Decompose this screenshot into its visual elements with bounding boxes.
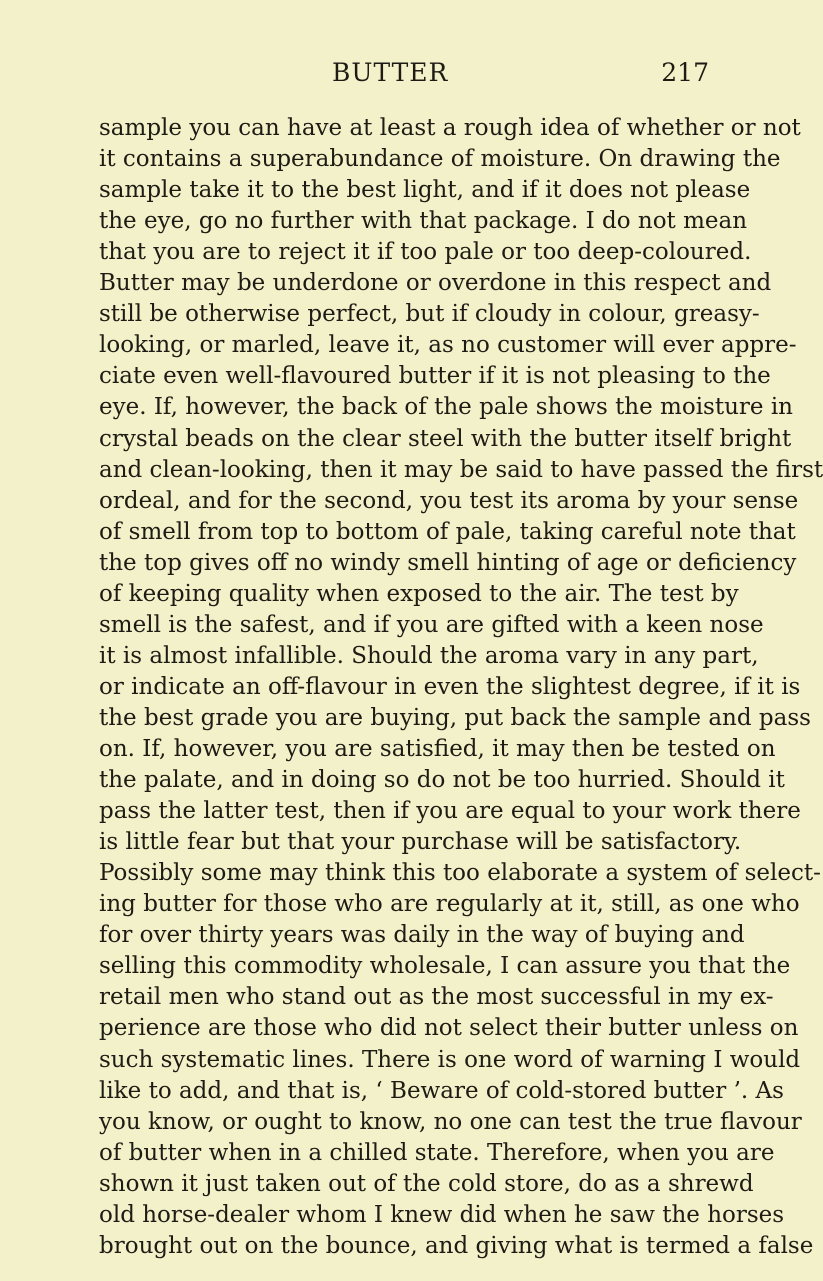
text-line: sample you can have at least a rough idea of whether or not [99,115,801,141]
text-line: smell is the safest, and if you are gifted with a keen nose [99,611,764,638]
text-line: perience are those who did not select their butter unless on [99,1015,799,1042]
text-line: the eye, go no further with that package. I do not mean [99,208,748,235]
text-line: for over thirty years was daily in the way of buying and [99,922,745,949]
text-line: old horse-dealer whom I knew did when he saw the horses [99,1201,785,1228]
text-line: the palate, and in doing so do not be too hurried. Should it [99,767,785,794]
text-line: the best grade you are buying, put back the sample and pass [99,704,811,731]
text-line: that you are to reject it if too pale or too deep-coloured. [99,239,752,266]
text-line: Butter may be underdone or overdone in this respect and [99,270,772,297]
text-line: eye. If, however, the back of the pale shows the moisture in [99,394,793,421]
text-line: Possibly some may think this too elaborate a system of select- [99,860,821,887]
text-line: retail men who stand out as the most successful in my ex- [99,984,774,1011]
text-line: it is almost infallible. Should the aroma vary in any part, [99,642,759,669]
text-line: of butter when in a chilled state. Therefore, when you are [99,1139,775,1166]
text-line: looking, or marled, leave it, as no customer will ever appre- [99,332,797,359]
text-line: pass the latter test, then if you are equal to your work there [99,798,801,825]
text-line: shown it just taken out of the cold store, do as a shrewd [99,1170,754,1197]
text-line: ciate even well-flavoured butter if it is not pleasing to the [99,363,771,390]
text-line: crystal beads on the clear steel with the butter itself bright [99,425,792,452]
text-line: or indicate an off-flavour in even the slightest degree, if it is [99,673,801,700]
text-line: ordeal, and for the second, you test its aroma by your sense [99,487,799,514]
text-line: of keeping quality when exposed to the air. The test by [99,580,739,607]
text-line: selling this commodity wholesale, I can assure you that the [99,953,791,980]
text-line: sample take it to the best light, and if it does not please [99,177,751,204]
text-line: brought out on the bounce, and giving what is termed a false [99,1232,814,1259]
text-line: you know, or ought to know, no one can test the true flavour [99,1108,802,1135]
text-line: it contains a superabundance of moisture. On drawing the [99,146,781,173]
text-line: on. If, however, you are satisfied, it may then be tested on [99,736,776,762]
page-number: 217 [661,58,709,87]
text-line: of smell from top to bottom of pale, taking careful note that [99,518,796,545]
text-line: and clean-looking, then it may be said to have passed the first [99,456,823,483]
page-header [0,58,800,98]
text-line: still be otherwise perfect, but if cloudy in colour, greasy- [99,301,760,328]
text-line: ing butter for those who are regularly at it, still, as one who [99,891,800,918]
text-line: like to add, and that is, ‘ Beware of cold-stored butter ’. As [99,1077,784,1104]
running-head: BUTTER [332,58,449,87]
text-line: such systematic lines. There is one word of warning I would [99,1046,801,1073]
text-line: is little fear but that your purchase will be satisfactory. [99,829,742,856]
text-line: the top gives off no windy smell hinting of age or deficiency [99,549,797,576]
